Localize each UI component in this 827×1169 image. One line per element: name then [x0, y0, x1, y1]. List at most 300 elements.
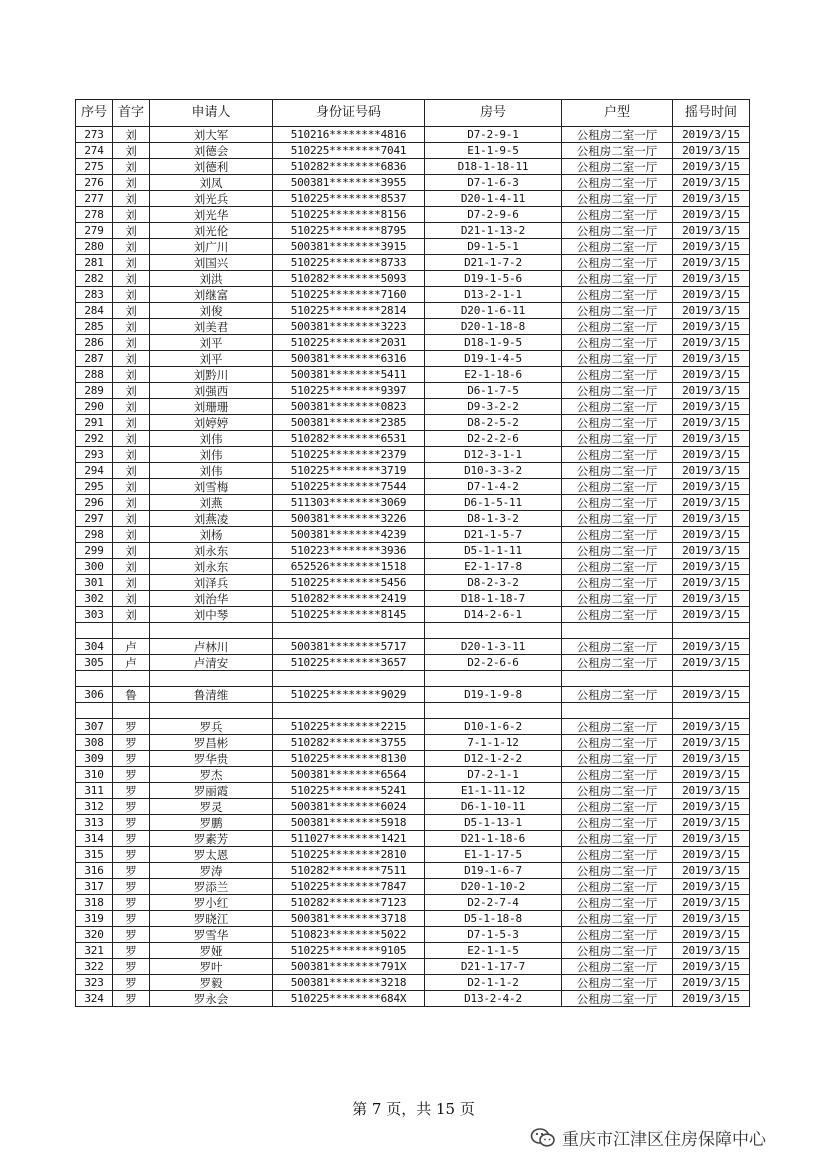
- unit-type-cell: 公租房二室一厅: [562, 351, 673, 367]
- unit-type-cell: 公租房二室一厅: [562, 975, 673, 991]
- unit-type-cell: 公租房二室一厅: [562, 943, 673, 959]
- empty-cell: [673, 671, 750, 687]
- table-row: [76, 783, 750, 799]
- seq-cell: 312: [76, 799, 113, 815]
- table-body: [76, 127, 750, 1007]
- empty-cell: [425, 703, 562, 719]
- applicant-cell: 刘德会: [150, 143, 273, 159]
- unit-type-cell: 公租房二室一厅: [562, 815, 673, 831]
- table-row: [76, 431, 750, 447]
- unit-type-cell: 公租房二室一厅: [562, 639, 673, 655]
- id-number-cell: 510225********8795: [273, 223, 425, 239]
- room-cell: D6-1-10-11: [425, 799, 562, 815]
- room-cell: D19-1-4-5: [425, 351, 562, 367]
- id-number-cell: 500381********4239: [273, 527, 425, 543]
- applicant-cell: 刘燕凌: [150, 511, 273, 527]
- unit-type-cell: 公租房二室一厅: [562, 159, 673, 175]
- lottery-date-cell: 2019/3/15: [673, 223, 750, 239]
- unit-type-cell: 公租房二室一厅: [562, 543, 673, 559]
- room-cell: D18-1-9-5: [425, 335, 562, 351]
- lottery-date-cell: 2019/3/15: [673, 895, 750, 911]
- lottery-date-cell: 2019/3/15: [673, 735, 750, 751]
- lottery-date-cell: 2019/3/15: [673, 287, 750, 303]
- initial-cell: 罗: [113, 751, 150, 767]
- room-cell: D13-2-1-1: [425, 287, 562, 303]
- initial-cell: 罗: [113, 815, 150, 831]
- empty-cell: [150, 703, 273, 719]
- initial-cell: 罗: [113, 911, 150, 927]
- lottery-date-cell: 2019/3/15: [673, 559, 750, 575]
- applicant-cell: 刘伟: [150, 463, 273, 479]
- lottery-date-cell: 2019/3/15: [673, 911, 750, 927]
- empty-cell: [273, 671, 425, 687]
- lottery-date-cell: 2019/3/15: [673, 335, 750, 351]
- initial-cell: 罗: [113, 927, 150, 943]
- lottery-date-cell: 2019/3/15: [673, 959, 750, 975]
- initial-cell: 鲁: [113, 687, 150, 703]
- table-row: [76, 207, 750, 223]
- publisher-name: 重庆市江津区住房保障中心: [562, 1130, 766, 1150]
- initial-cell: 刘: [113, 143, 150, 159]
- unit-type-cell: 公租房二室一厅: [562, 463, 673, 479]
- id-number-cell: 500381********0823: [273, 399, 425, 415]
- id-number-cell: 500381********3915: [273, 239, 425, 255]
- lottery-date-cell: 2019/3/15: [673, 815, 750, 831]
- room-cell: D13-2-4-2: [425, 991, 562, 1007]
- id-number-cell: 510216********4816: [273, 127, 425, 143]
- id-number-cell: 510225********7847: [273, 879, 425, 895]
- id-number-cell: 510225********2379: [273, 447, 425, 463]
- seq-cell: 303: [76, 607, 113, 623]
- initial-cell: 刘: [113, 383, 150, 399]
- table-row: [76, 991, 750, 1007]
- applicant-cell: 罗丽霞: [150, 783, 273, 799]
- initial-cell: 刘: [113, 207, 150, 223]
- seq-cell: 285: [76, 319, 113, 335]
- applicant-cell: 刘德利: [150, 159, 273, 175]
- allocation-table: [75, 99, 750, 1007]
- id-number-cell: 510225********9397: [273, 383, 425, 399]
- id-number-cell: 510225********2215: [273, 719, 425, 735]
- initial-cell: 罗: [113, 943, 150, 959]
- initial-cell: 卢: [113, 639, 150, 655]
- unit-type-cell: 公租房二室一厅: [562, 911, 673, 927]
- seq-cell: 294: [76, 463, 113, 479]
- lottery-date-cell: 2019/3/15: [673, 319, 750, 335]
- applicant-cell: 刘治华: [150, 591, 273, 607]
- table-row: [76, 575, 750, 591]
- table-row: [76, 351, 750, 367]
- table-row: [76, 239, 750, 255]
- lottery-date-cell: 2019/3/15: [673, 591, 750, 607]
- initial-cell: 刘: [113, 591, 150, 607]
- id-number-cell: 510225********3719: [273, 463, 425, 479]
- initial-cell: 刘: [113, 335, 150, 351]
- initial-cell: 刘: [113, 127, 150, 143]
- initial-cell: 罗: [113, 895, 150, 911]
- applicant-cell: 罗素芳: [150, 831, 273, 847]
- room-cell: D2-1-1-2: [425, 975, 562, 991]
- room-cell: D5-1-13-1: [425, 815, 562, 831]
- wechat-icon: [530, 1127, 556, 1149]
- room-cell: D6-1-7-5: [425, 383, 562, 399]
- seq-cell: 309: [76, 751, 113, 767]
- room-cell: D21-1-18-6: [425, 831, 562, 847]
- table-row: [76, 319, 750, 335]
- lottery-date-cell: 2019/3/15: [673, 511, 750, 527]
- initial-cell: 罗: [113, 719, 150, 735]
- initial-cell: 刘: [113, 287, 150, 303]
- lottery-date-cell: 2019/3/15: [673, 927, 750, 943]
- applicant-cell: 刘洪: [150, 271, 273, 287]
- room-cell: D2-2-6-6: [425, 655, 562, 671]
- id-number-cell: 510225********8733: [273, 255, 425, 271]
- table-row: [76, 927, 750, 943]
- lottery-date-cell: 2019/3/15: [673, 255, 750, 271]
- unit-type-cell: 公租房二室一厅: [562, 991, 673, 1007]
- initial-cell: 罗: [113, 767, 150, 783]
- unit-type-cell: 公租房二室一厅: [562, 447, 673, 463]
- id-number-cell: 511027********1421: [273, 831, 425, 847]
- unit-type-cell: 公租房二室一厅: [562, 191, 673, 207]
- lottery-date-cell: 2019/3/15: [673, 799, 750, 815]
- lottery-date-cell: 2019/3/15: [673, 479, 750, 495]
- room-cell: D19-1-5-6: [425, 271, 562, 287]
- id-number-cell: 510225********2031: [273, 335, 425, 351]
- table-row: [76, 191, 750, 207]
- applicant-cell: 鲁清维: [150, 687, 273, 703]
- applicant-cell: 卢林川: [150, 639, 273, 655]
- seq-cell: 288: [76, 367, 113, 383]
- id-number-cell: 510225********3657: [273, 655, 425, 671]
- room-cell: D8-2-5-2: [425, 415, 562, 431]
- unit-type-cell: 公租房二室一厅: [562, 367, 673, 383]
- initial-cell: 刘: [113, 527, 150, 543]
- applicant-cell: 罗华贵: [150, 751, 273, 767]
- table-row: [76, 591, 750, 607]
- lottery-date-cell: 2019/3/15: [673, 415, 750, 431]
- room-cell: D12-3-1-1: [425, 447, 562, 463]
- id-number-cell: 510282********3755: [273, 735, 425, 751]
- applicant-cell: 罗雪华: [150, 927, 273, 943]
- table-header: [76, 100, 750, 127]
- table-row: [76, 159, 750, 175]
- id-number-cell: 510225********5241: [273, 783, 425, 799]
- id-number-cell: 510225********684X: [273, 991, 425, 1007]
- page-number: 第 7 页，共 15 页: [352, 1100, 475, 1118]
- id-number-cell: 510223********3936: [273, 543, 425, 559]
- seq-cell: 317: [76, 879, 113, 895]
- applicant-cell: 刘平: [150, 335, 273, 351]
- lottery-date-cell: 2019/3/15: [673, 303, 750, 319]
- lottery-date-cell: 2019/3/15: [673, 175, 750, 191]
- applicant-cell: 罗涛: [150, 863, 273, 879]
- initial-cell: 罗: [113, 991, 150, 1007]
- unit-type-cell: 公租房二室一厅: [562, 527, 673, 543]
- initial-cell: 罗: [113, 863, 150, 879]
- unit-type-cell: 公租房二室一厅: [562, 575, 673, 591]
- room-cell: D7-2-9-1: [425, 127, 562, 143]
- unit-type-cell: 公租房二室一厅: [562, 767, 673, 783]
- lottery-date-cell: 2019/3/15: [673, 607, 750, 623]
- id-number-cell: 500381********6024: [273, 799, 425, 815]
- applicant-cell: 罗杰: [150, 767, 273, 783]
- table-row: [76, 687, 750, 703]
- unit-type-cell: 公租房二室一厅: [562, 383, 673, 399]
- empty-cell: [76, 703, 113, 719]
- applicant-cell: 刘强西: [150, 383, 273, 399]
- seq-cell: 304: [76, 639, 113, 655]
- lottery-date-cell: 2019/3/15: [673, 719, 750, 735]
- applicant-cell: 卢清安: [150, 655, 273, 671]
- id-number-cell: 510282********5093: [273, 271, 425, 287]
- column-header-id-number: 身份证号码: [273, 100, 425, 127]
- id-number-cell: 500381********3718: [273, 911, 425, 927]
- unit-type-cell: 公租房二室一厅: [562, 255, 673, 271]
- seq-cell: 287: [76, 351, 113, 367]
- id-number-cell: 500381********5411: [273, 367, 425, 383]
- unit-type-cell: 公租房二室一厅: [562, 559, 673, 575]
- id-number-cell: 510225********9105: [273, 943, 425, 959]
- id-number-cell: 500381********6564: [273, 767, 425, 783]
- table-row: [76, 511, 750, 527]
- initial-cell: 刘: [113, 319, 150, 335]
- seq-cell: 298: [76, 527, 113, 543]
- lottery-date-cell: 2019/3/15: [673, 495, 750, 511]
- group-separator-row: [76, 703, 750, 719]
- initial-cell: 罗: [113, 831, 150, 847]
- table-row: [76, 223, 750, 239]
- table-row: [76, 287, 750, 303]
- id-number-cell: 510282********2419: [273, 591, 425, 607]
- applicant-cell: 刘泽兵: [150, 575, 273, 591]
- seq-cell: 302: [76, 591, 113, 607]
- id-number-cell: 510225********8130: [273, 751, 425, 767]
- table-row: [76, 799, 750, 815]
- seq-cell: 291: [76, 415, 113, 431]
- table-row: [76, 399, 750, 415]
- table-row: [76, 495, 750, 511]
- room-cell: E2-1-1-5: [425, 943, 562, 959]
- initial-cell: 罗: [113, 799, 150, 815]
- applicant-cell: 刘杨: [150, 527, 273, 543]
- unit-type-cell: 公租房二室一厅: [562, 511, 673, 527]
- seq-cell: 300: [76, 559, 113, 575]
- room-cell: D2-2-2-6: [425, 431, 562, 447]
- seq-cell: 295: [76, 479, 113, 495]
- seq-cell: 306: [76, 687, 113, 703]
- table-row: [76, 607, 750, 623]
- seq-cell: 316: [76, 863, 113, 879]
- unit-type-cell: 公租房二室一厅: [562, 655, 673, 671]
- seq-cell: 282: [76, 271, 113, 287]
- room-cell: D18-1-18-7: [425, 591, 562, 607]
- lottery-date-cell: 2019/3/15: [673, 943, 750, 959]
- applicant-cell: 罗永会: [150, 991, 273, 1007]
- unit-type-cell: 公租房二室一厅: [562, 607, 673, 623]
- room-cell: E1-1-11-12: [425, 783, 562, 799]
- table-row: [76, 975, 750, 991]
- seq-cell: 315: [76, 847, 113, 863]
- lottery-date-cell: 2019/3/15: [673, 367, 750, 383]
- unit-type-cell: 公租房二室一厅: [562, 479, 673, 495]
- lottery-date-cell: 2019/3/15: [673, 383, 750, 399]
- room-cell: D20-1-3-11: [425, 639, 562, 655]
- initial-cell: 刘: [113, 479, 150, 495]
- id-number-cell: 500381********5717: [273, 639, 425, 655]
- id-number-cell: 510225********8145: [273, 607, 425, 623]
- id-number-cell: 510225********7160: [273, 287, 425, 303]
- lottery-date-cell: 2019/3/15: [673, 143, 750, 159]
- lottery-date-cell: 2019/3/15: [673, 831, 750, 847]
- initial-cell: 刘: [113, 271, 150, 287]
- id-number-cell: 500381********791X: [273, 959, 425, 975]
- applicant-cell: 刘中琴: [150, 607, 273, 623]
- unit-type-cell: 公租房二室一厅: [562, 271, 673, 287]
- table-row: [76, 751, 750, 767]
- applicant-cell: 刘光兵: [150, 191, 273, 207]
- table-row: [76, 847, 750, 863]
- table-row: [76, 335, 750, 351]
- room-cell: D20-1-10-2: [425, 879, 562, 895]
- applicant-cell: 刘广川: [150, 239, 273, 255]
- table-row: [76, 543, 750, 559]
- table-row: [76, 911, 750, 927]
- unit-type-cell: 公租房二室一厅: [562, 959, 673, 975]
- id-number-cell: 510225********7544: [273, 479, 425, 495]
- table-row: [76, 767, 750, 783]
- seq-cell: 305: [76, 655, 113, 671]
- initial-cell: 刘: [113, 415, 150, 431]
- room-cell: D18-1-18-11: [425, 159, 562, 175]
- lottery-date-cell: 2019/3/15: [673, 431, 750, 447]
- unit-type-cell: 公租房二室一厅: [562, 495, 673, 511]
- seq-cell: 307: [76, 719, 113, 735]
- id-number-cell: 510225********8537: [273, 191, 425, 207]
- room-cell: D7-1-4-2: [425, 479, 562, 495]
- unit-type-cell: 公租房二室一厅: [562, 303, 673, 319]
- initial-cell: 刘: [113, 559, 150, 575]
- empty-cell: [113, 623, 150, 639]
- unit-type-cell: 公租房二室一厅: [562, 239, 673, 255]
- room-cell: D9-1-5-1: [425, 239, 562, 255]
- applicant-cell: 刘婷婷: [150, 415, 273, 431]
- initial-cell: 刘: [113, 431, 150, 447]
- empty-cell: [273, 623, 425, 639]
- table-row: [76, 831, 750, 847]
- seq-cell: 320: [76, 927, 113, 943]
- lottery-date-cell: 2019/3/15: [673, 463, 750, 479]
- seq-cell: 283: [76, 287, 113, 303]
- empty-cell: [273, 703, 425, 719]
- room-cell: D19-1-6-7: [425, 863, 562, 879]
- table-row: [76, 527, 750, 543]
- id-number-cell: 510282********6836: [273, 159, 425, 175]
- lottery-date-cell: 2019/3/15: [673, 751, 750, 767]
- id-number-cell: 500381********3226: [273, 511, 425, 527]
- seq-cell: 273: [76, 127, 113, 143]
- room-cell: E1-1-17-5: [425, 847, 562, 863]
- id-number-cell: 510282********7511: [273, 863, 425, 879]
- unit-type-cell: 公租房二室一厅: [562, 319, 673, 335]
- column-header-applicant: 申请人: [150, 100, 273, 127]
- unit-type-cell: 公租房二室一厅: [562, 895, 673, 911]
- unit-type-cell: 公租房二室一厅: [562, 751, 673, 767]
- lottery-date-cell: 2019/3/15: [673, 575, 750, 591]
- unit-type-cell: 公租房二室一厅: [562, 591, 673, 607]
- initial-cell: 卢: [113, 655, 150, 671]
- applicant-cell: 刘大军: [150, 127, 273, 143]
- lottery-date-cell: 2019/3/15: [673, 159, 750, 175]
- initial-cell: 刘: [113, 447, 150, 463]
- lottery-date-cell: 2019/3/15: [673, 527, 750, 543]
- table-row: [76, 255, 750, 271]
- lottery-date-cell: 2019/3/15: [673, 207, 750, 223]
- seq-cell: 278: [76, 207, 113, 223]
- applicant-cell: 刘光伦: [150, 223, 273, 239]
- applicant-cell: 刘永东: [150, 543, 273, 559]
- table-row: [76, 735, 750, 751]
- seq-cell: 314: [76, 831, 113, 847]
- lottery-date-cell: 2019/3/15: [673, 239, 750, 255]
- applicant-cell: 刘美君: [150, 319, 273, 335]
- empty-cell: [425, 623, 562, 639]
- applicant-cell: 刘伟: [150, 431, 273, 447]
- seq-cell: 281: [76, 255, 113, 271]
- seq-cell: 279: [76, 223, 113, 239]
- unit-type-cell: 公租房二室一厅: [562, 863, 673, 879]
- id-number-cell: 510282********7123: [273, 895, 425, 911]
- seq-cell: 319: [76, 911, 113, 927]
- table-row: [76, 383, 750, 399]
- seq-cell: 321: [76, 943, 113, 959]
- unit-type-cell: 公租房二室一厅: [562, 719, 673, 735]
- seq-cell: 292: [76, 431, 113, 447]
- room-cell: D5-1-1-11: [425, 543, 562, 559]
- room-cell: D19-1-9-8: [425, 687, 562, 703]
- column-header-unit-type: 户型: [562, 100, 673, 127]
- table-row: [76, 959, 750, 975]
- seq-cell: 323: [76, 975, 113, 991]
- lottery-date-cell: 2019/3/15: [673, 447, 750, 463]
- applicant-cell: 刘永东: [150, 559, 273, 575]
- unit-type-cell: 公租房二室一厅: [562, 735, 673, 751]
- initial-cell: 罗: [113, 879, 150, 895]
- seq-cell: 284: [76, 303, 113, 319]
- seq-cell: 277: [76, 191, 113, 207]
- room-cell: D7-2-9-6: [425, 207, 562, 223]
- applicant-cell: 刘国兴: [150, 255, 273, 271]
- applicant-cell: 刘凤: [150, 175, 273, 191]
- table-row: [76, 479, 750, 495]
- id-number-cell: 510225********2810: [273, 847, 425, 863]
- room-cell: D20-1-6-11: [425, 303, 562, 319]
- room-cell: D7-1-5-3: [425, 927, 562, 943]
- room-cell: D12-1-2-2: [425, 751, 562, 767]
- id-number-cell: 510225********9029: [273, 687, 425, 703]
- table-row: [76, 559, 750, 575]
- room-cell: D10-3-3-2: [425, 463, 562, 479]
- empty-cell: [113, 671, 150, 687]
- room-cell: D9-3-2-2: [425, 399, 562, 415]
- id-number-cell: 510282********6531: [273, 431, 425, 447]
- room-cell: D8-2-3-2: [425, 575, 562, 591]
- lottery-date-cell: 2019/3/15: [673, 127, 750, 143]
- seq-cell: 290: [76, 399, 113, 415]
- table-row: [76, 447, 750, 463]
- initial-cell: 罗: [113, 959, 150, 975]
- seq-cell: 276: [76, 175, 113, 191]
